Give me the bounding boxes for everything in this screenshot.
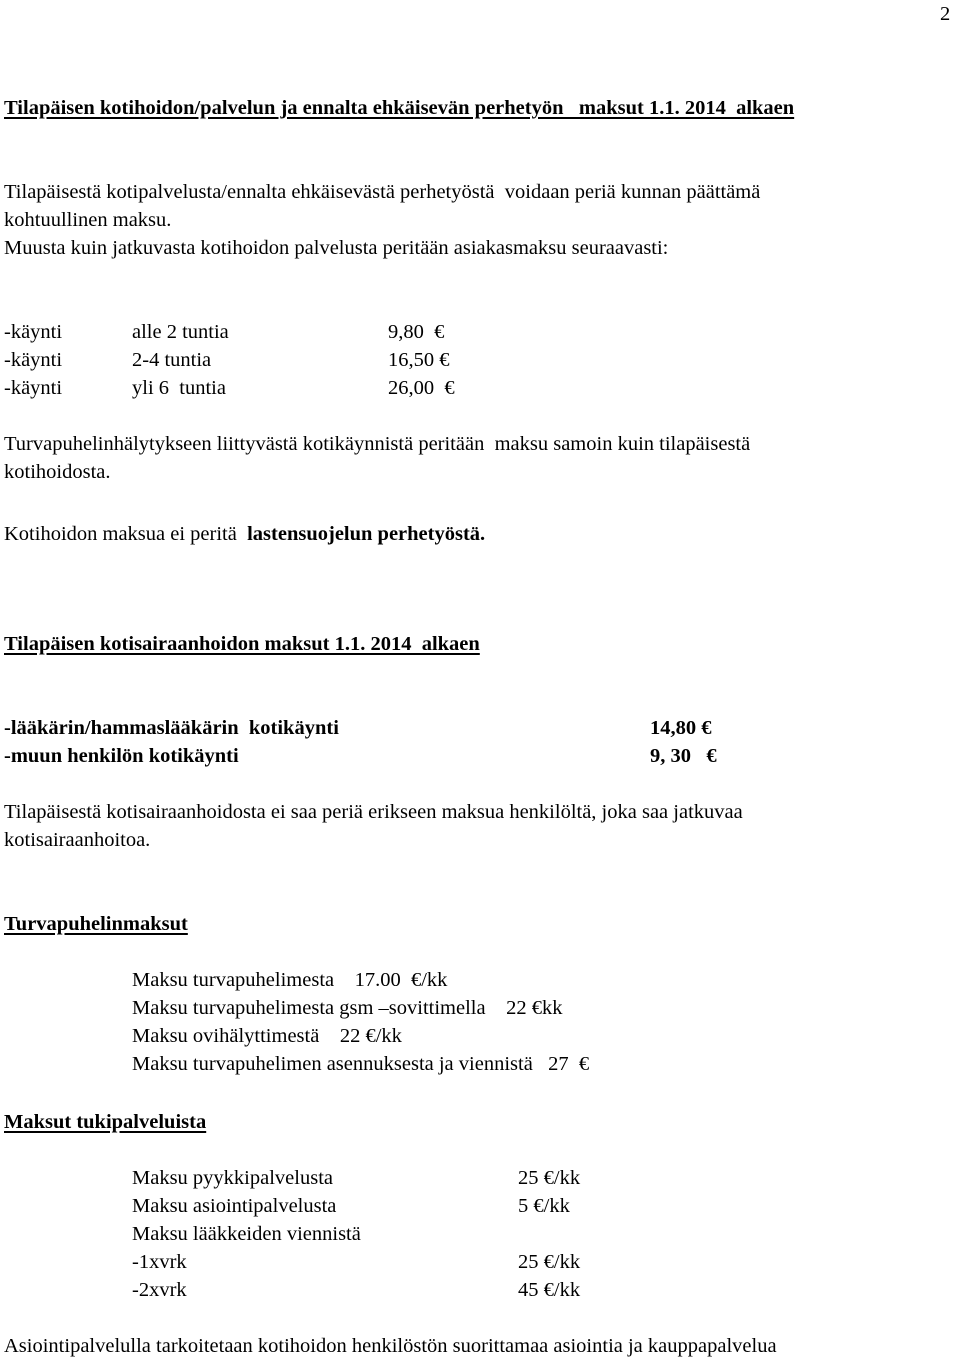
safety-phone-fee: Maksu turvapuhelimesta 17.00 €/kk bbox=[132, 969, 448, 991]
paragraph-line: Muusta kuin jatkuvasta kotihoidon palvelusta peritään asiakasmaksu seuraavasti: bbox=[4, 237, 669, 259]
visit-duration: alle 2 tuntia bbox=[132, 321, 229, 343]
safety-phone-fee: Maksu turvapuhelimesta gsm –sovittimella 22 €kk bbox=[132, 997, 563, 1019]
paragraph-line: kotihoidosta. bbox=[4, 461, 111, 483]
paragraph-line: kohtuullinen maksu. bbox=[4, 209, 172, 231]
visit-label: -käynti bbox=[4, 349, 63, 371]
paragraph-line: Tilapäisestä kotipalvelusta/ennalta ehkäisevästä perhetyöstä voidaan periä kunnan päättämä bbox=[4, 181, 761, 203]
support-fee-price: 25 €/kk bbox=[518, 1167, 581, 1189]
paragraph-line bbox=[4, 524, 485, 545]
visit-price: 26,00 € bbox=[388, 377, 455, 399]
section-heading-support-services: Maksut tukipalveluista bbox=[4, 1111, 207, 1133]
footer-paragraph: Asiointipalvelulla tarkoitetaan kotihoidon henkilöstön suorittamaa asiointia ja kauppapalvelua bbox=[4, 1335, 777, 1357]
nursing-fee-price: 14,80 € bbox=[650, 717, 712, 739]
nursing-fee-label: -muun henkilön kotikäynti bbox=[4, 745, 239, 767]
support-fee-label: -1xvrk bbox=[132, 1251, 187, 1273]
section-heading-home-nursing: Tilapäisen kotisairaanhoidon maksut 1.1. 2014 alkaen bbox=[4, 633, 480, 655]
section-heading-temporary-home-care: Tilapäisen kotihoidon/palvelun ja ennalta ehkäisevän perhetyön maksut 1.1. 2014 alkaen bbox=[4, 97, 795, 119]
support-fee-label: Maksu lääkkeiden viennistä bbox=[132, 1223, 361, 1245]
paragraph-line: Tilapäisestä kotisairaanhoidosta ei saa periä erikseen maksua henkilöltä, joka saa jatkuvaa bbox=[4, 801, 743, 823]
emphasis-text: lastensuojelun perhetyöstä. bbox=[247, 523, 486, 545]
visit-price: 9,80 € bbox=[388, 321, 445, 343]
support-fee-price: 5 €/kk bbox=[518, 1195, 570, 1217]
visit-duration: yli 6 tuntia bbox=[132, 377, 226, 399]
visit-price: 16,50 € bbox=[388, 349, 450, 371]
support-fee-price: 25 €/kk bbox=[518, 1251, 581, 1273]
paragraph-line: kotisairaanhoitoa. bbox=[4, 829, 151, 851]
nursing-fee-label: -lääkärin/hammaslääkärin kotikäynti bbox=[4, 717, 339, 739]
section-heading-safety-phone: Turvapuhelinmaksut bbox=[4, 913, 188, 935]
safety-phone-fee: Maksu ovihälyttimestä 22 €/kk bbox=[132, 1025, 402, 1047]
support-fee-price: 45 €/kk bbox=[518, 1279, 581, 1301]
visit-label: -käynti bbox=[4, 377, 63, 399]
page-number: 2 bbox=[940, 3, 951, 25]
support-fee-label: -2xvrk bbox=[132, 1279, 187, 1301]
support-fee-label: Maksu pyykkipalvelusta bbox=[132, 1167, 333, 1189]
visit-label: -käynti bbox=[4, 321, 63, 343]
nursing-fee-price: 9, 30 € bbox=[650, 745, 717, 767]
support-fee-label: Maksu asiointipalvelusta bbox=[132, 1195, 337, 1217]
paragraph-line: Turvapuhelinhälytykseen liittyvästä kotikäynnistä peritään maksu samoin kuin tilapäisestä bbox=[4, 433, 751, 455]
safety-phone-fee: Maksu turvapuhelimen asennuksesta ja viennistä 27 € bbox=[132, 1053, 590, 1075]
paragraph-text: Kotihoidon maksua ei peritä bbox=[4, 523, 248, 545]
visit-duration: 2-4 tuntia bbox=[132, 349, 212, 371]
